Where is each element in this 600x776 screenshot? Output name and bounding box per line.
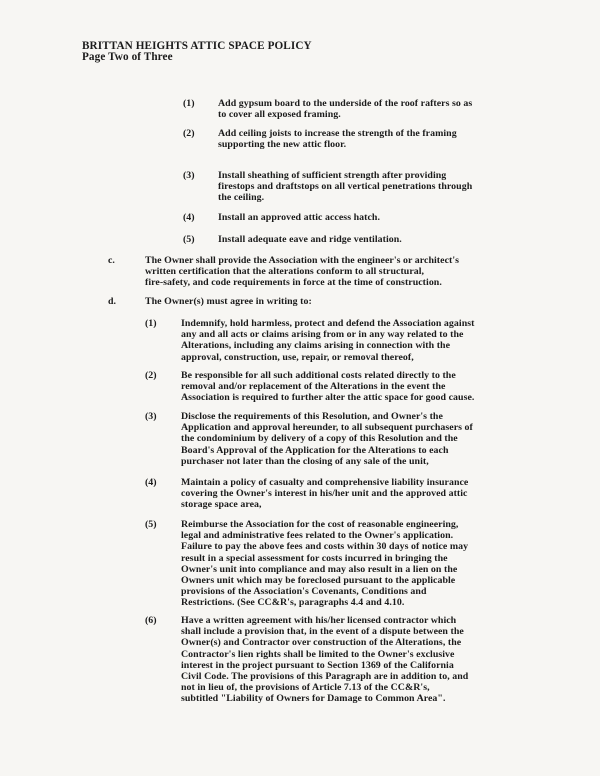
item-number: (4) bbox=[145, 477, 157, 488]
document-title: BRITTAN HEIGHTS ATTIC SPACE POLICY bbox=[82, 40, 312, 52]
item-text: Reimburse the Association for the cost of reasonable engineering, legal and administrative fees related to the Owner's application. Failure to pay the above fees and costs within 30 days of notice may result in a special assessment for costs incurred in bringing the Owner's unit into compliance and may also result in a lien on the Owners unit which may be foreclosed pursuant to the applicable provisions of the Association's Covenants, Conditions and Restrictions. (See CC&R's, paragraphs 4.4 and 4.10. bbox=[181, 519, 469, 609]
section-d-intro: The Owner(s) must agree in writing to: bbox=[145, 296, 312, 307]
item-number: (6) bbox=[145, 615, 157, 626]
sub-item-text: Install adequate eave and ridge ventilation. bbox=[218, 234, 402, 245]
sub-item-text: Add gypsum board to the underside of the roof rafters so as to cover all exposed framing. bbox=[218, 98, 473, 121]
section-letter: d. bbox=[108, 296, 116, 307]
sub-item-number: (5) bbox=[183, 234, 195, 245]
sub-item-number: (4) bbox=[183, 212, 195, 223]
sub-item-number: (2) bbox=[183, 128, 195, 139]
page-label: Page Two of Three bbox=[82, 51, 173, 63]
item-text: Maintain a policy of casualty and comprehensive liability insurance covering the Owner's interest in his/her unit and the approved attic storage space area, bbox=[181, 477, 469, 511]
sub-item-number: (3) bbox=[183, 170, 195, 181]
sub-item-number: (1) bbox=[183, 98, 195, 109]
item-text: Indemnify, hold harmless, protect and defend the Association against any and all acts or claims arising from or in any way related to the Alterations, including any claims arising in connection with the approval, construction, use, repair, or removal thereof, bbox=[181, 318, 475, 363]
sub-item-text: Add ceiling joists to increase the strength of the framing supporting the new attic floor. bbox=[218, 128, 457, 151]
item-number: (2) bbox=[145, 370, 157, 381]
item-number: (1) bbox=[145, 318, 157, 329]
item-number: (3) bbox=[145, 411, 157, 422]
section-c-text: The Owner shall provide the Association with the engineer's or architect's written certification that the alterations conform to all structural, fire-safety, and code requirements in force at the time of construction. bbox=[145, 255, 460, 289]
sub-item-text: Install an approved attic access hatch. bbox=[218, 212, 380, 223]
item-text: Have a written agreement with his/her licensed contractor which shall include a provision that, in the event of a dispute between the Owner(s) and Contractor over construction of the Alterations, the Contractor's lien rights shall be limited to the Owner's exclusive interest in the project pursuant to Section 1369 of the California Civil Code. The provisions of this Paragraph are in addition to, and not in lieu of, the provisions of Article 7.13 of the CC&R's, subtitled "Liability of Owners for Damage to Common Area". bbox=[181, 615, 469, 705]
section-letter: c. bbox=[108, 255, 115, 266]
item-text: Be responsible for all such additional costs related directly to the removal and/or replacement of the Alterations in the event the Association is required to further alter the attic space for good cause. bbox=[181, 370, 475, 404]
item-text: Disclose the requirements of this Resolution, and Owner's the Application and approval hereunder, to all subsequent purchasers of the condominium by delivery of a copy of this Resolution and the Board's Approval of the Application for the Alterations to each purchaser not later than the closing of any sale of the unit, bbox=[181, 411, 473, 467]
item-number: (5) bbox=[145, 519, 157, 530]
sub-item-text: Install sheathing of sufficient strength after providing firestops and draftstops on all vertical penetrations through the ceiling. bbox=[218, 170, 473, 204]
